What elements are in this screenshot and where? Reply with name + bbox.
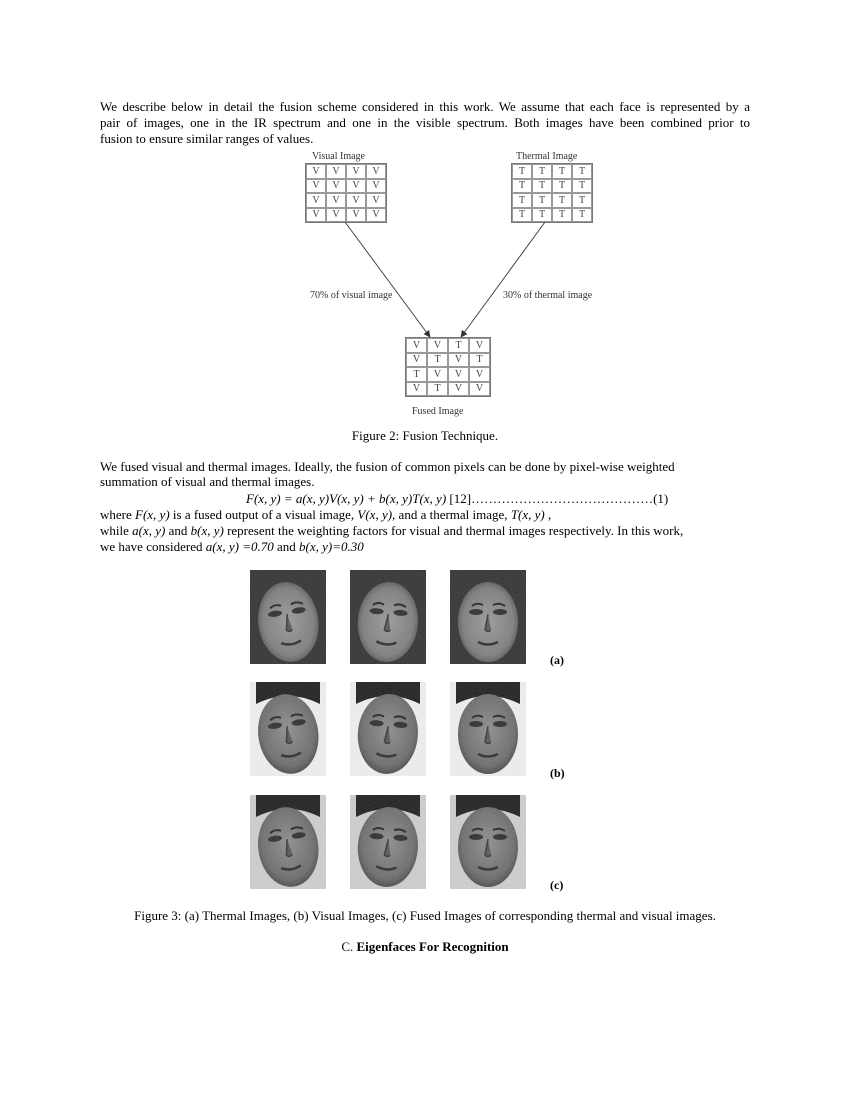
thermal-grid-cell: T <box>532 193 552 208</box>
thermal-grid-cell: T <box>512 164 532 179</box>
row-label-c: (c) <box>550 878 564 892</box>
visual-grid-cell: V <box>366 208 386 223</box>
fusion-considered-line: we have considered a(x, y) =0.70 and b(x, y)=0.30 <box>100 539 364 554</box>
thermal-grid-cell: T <box>552 208 572 223</box>
visual-grid-cell: V <box>306 208 326 223</box>
fusion-where-line: where F(x, y) is a fused output of a visual image, V(x, y), and a thermal image, T(x, y) , <box>100 507 552 522</box>
visual-grid-cell: V <box>306 193 326 208</box>
visual-grid-cell: V <box>326 179 346 194</box>
thermal-grid-cell: T <box>572 164 592 179</box>
visual-grid-cell: V <box>346 208 366 223</box>
thermal-face-image <box>450 570 526 664</box>
fusion-while-line: while a(x, y) and b(x, y) represent the weighting factors for visual and thermal images respectively. In this work, <box>100 523 684 538</box>
visual-face-image <box>350 682 426 776</box>
fused-grid-cell: T <box>469 353 490 368</box>
fused-grid-cell: V <box>448 353 469 368</box>
fused-face-image <box>350 795 426 889</box>
equation-1: F(x, y) = a(x, y)V(x, y) + b(x, y)T(x, y) [12]……………………………………(1) <box>246 491 669 506</box>
figure-2-caption: Figure 2: Fusion Technique. <box>351 428 499 443</box>
thermal-grid-cell: T <box>512 179 532 194</box>
fused-face-image <box>450 795 526 889</box>
visual-face-image <box>250 682 326 776</box>
intro-line-1: We describe below in detail the fusion scheme considered in this work. We assume that each face is represented by a <box>100 99 750 114</box>
thermal-face-image <box>250 570 326 664</box>
fusion-line-1: We fused visual and thermal images. Ideally, the fusion of common pixels can be done by pixel-wise weighted <box>100 459 675 474</box>
thermal-grid-cell: T <box>552 179 572 194</box>
thermal-grid-cell: T <box>572 193 592 208</box>
visual-grid-cell: V <box>326 208 346 223</box>
left-arrow-label: 70% of visual image <box>310 290 393 301</box>
right-arrow-label: 30% of thermal image <box>503 290 593 301</box>
fused-image-title: Fused Image <box>412 406 464 417</box>
visual-grid-cell: V <box>346 193 366 208</box>
visual-grid-cell: V <box>366 179 386 194</box>
fusion-line-2: summation of visual and thermal images. <box>100 474 315 489</box>
fused-grid-cell: V <box>427 367 448 382</box>
thermal-grid-cell: T <box>512 193 532 208</box>
thermal-grid-cell: T <box>572 179 592 194</box>
fused-image-grid <box>405 337 491 397</box>
thermal-grid-cell: T <box>552 164 572 179</box>
fused-face-image <box>250 795 326 889</box>
thermal-grid-cell: T <box>532 179 552 194</box>
thermal-grid-cell: T <box>572 208 592 223</box>
fused-grid-cell: V <box>469 367 490 382</box>
left-arrow <box>345 222 430 337</box>
fused-grid-cell: T <box>448 338 469 353</box>
row-label-b: (b) <box>550 766 565 780</box>
visual-face-image <box>450 682 526 776</box>
intro-line-3: fusion to ensure similar ranges of values. <box>100 131 314 146</box>
thermal-face-image <box>350 570 426 664</box>
fused-grid-cell: V <box>406 353 427 368</box>
figure-3-caption: Figure 3: (a) Thermal Images, (b) Visual Images, (c) Fused Images of corresponding thermal and visual images. <box>134 908 716 923</box>
fused-grid-cell: T <box>406 367 427 382</box>
fused-grid-cell: V <box>406 338 427 353</box>
fused-grid-cell: T <box>427 382 448 397</box>
fused-grid-cell: V <box>448 367 469 382</box>
row-label-a: (a) <box>550 653 564 667</box>
fused-grid-cell: V <box>406 382 427 397</box>
visual-grid-cell: V <box>326 193 346 208</box>
thermal-grid-cell: T <box>512 208 532 223</box>
fused-grid-cell: V <box>448 382 469 397</box>
visual-grid-cell: V <box>366 193 386 208</box>
right-arrow <box>461 222 545 337</box>
visual-grid-cell: V <box>306 164 326 179</box>
visual-grid-cell: V <box>326 164 346 179</box>
intro-line-2: pair of images, one in the IR spectrum and one in the visible spectrum. Both images have been combined prior to <box>100 115 750 130</box>
thermal-image-title: Thermal Image <box>516 151 578 162</box>
visual-grid-cell: V <box>366 164 386 179</box>
fused-grid-cell: V <box>427 338 448 353</box>
visual-image-title: Visual Image <box>312 151 365 162</box>
fused-grid-cell: V <box>469 338 490 353</box>
thermal-grid-cell: T <box>532 164 552 179</box>
section-heading: C. Eigenfaces For Recognition <box>341 939 509 954</box>
fused-grid-cell: V <box>469 382 490 397</box>
visual-grid-cell: V <box>346 164 366 179</box>
visual-grid-cell: V <box>346 179 366 194</box>
visual-grid-cell: V <box>306 179 326 194</box>
thermal-grid-cell: T <box>552 193 572 208</box>
fused-grid-cell: T <box>427 353 448 368</box>
thermal-grid-cell: T <box>532 208 552 223</box>
